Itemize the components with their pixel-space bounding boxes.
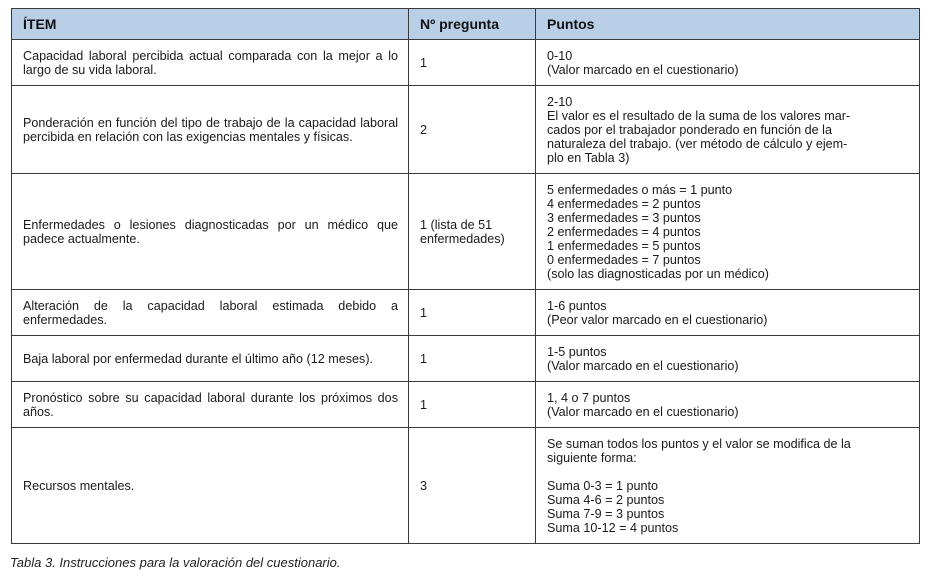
pregunta-cell: 1 bbox=[409, 336, 536, 382]
header-row bbox=[12, 9, 920, 40]
puntos-line: 1-6 puntos bbox=[547, 298, 607, 313]
puntos-line: plo en Tabla 3) bbox=[547, 150, 630, 165]
puntos-cell bbox=[536, 290, 920, 336]
puntos-line: Se suman todos los puntos y el valor se modifica de la bbox=[547, 436, 851, 451]
pregunta-cell: 1 bbox=[409, 290, 536, 336]
item-cell: Ponderación en función del tipo de trabajo de la capacidad laboral percibida en relación con las exigencias mentales y físicas. bbox=[12, 86, 409, 174]
puntos-line: (Valor marcado en el cuestionario) bbox=[547, 404, 739, 419]
pregunta-cell: 1 bbox=[409, 382, 536, 428]
puntos-line: siguiente forma: bbox=[547, 450, 637, 465]
puntos-line: 3 enfermedades = 3 puntos bbox=[547, 210, 701, 225]
header-puntos: Puntos bbox=[536, 9, 920, 40]
puntos-cell bbox=[536, 86, 920, 174]
pregunta-cell: 1 (lista de 51 enfermedades) bbox=[409, 174, 536, 290]
puntos-line: 1 enfermedades = 5 puntos bbox=[547, 238, 701, 253]
pregunta-cell: 2 bbox=[409, 86, 536, 174]
table-row bbox=[12, 382, 920, 428]
puntos-line: (Valor marcado en el cuestionario) bbox=[547, 358, 739, 373]
puntos-cell bbox=[536, 40, 920, 86]
puntos-line: Suma 0-3 = 1 punto bbox=[547, 478, 658, 493]
item-cell: Capacidad laboral percibida actual comparada con la mejor a lo largo de su vida laboral. bbox=[12, 40, 409, 86]
table-row bbox=[12, 174, 920, 290]
puntos-cell bbox=[536, 382, 920, 428]
puntos-line: Suma 7-9 = 3 puntos bbox=[547, 506, 665, 521]
puntos-line: cados por el trabajador ponderado en función de la bbox=[547, 122, 832, 137]
item-cell: Baja laboral por enfermedad durante el último año (12 meses). bbox=[12, 336, 409, 382]
puntos-line: 0 enfermedades = 7 puntos bbox=[547, 252, 701, 267]
puntos-line bbox=[547, 465, 909, 479]
puntos-line: 1, 4 o 7 puntos bbox=[547, 390, 631, 405]
item-cell: Alteración de la capacidad laboral estimada debido a enfermedades. bbox=[12, 290, 409, 336]
table-row bbox=[12, 290, 920, 336]
puntos-line: (solo las diagnosticadas por un médico) bbox=[547, 266, 769, 281]
puntos-line: 0-10 bbox=[547, 48, 573, 63]
puntos-line: 2-10 bbox=[547, 94, 573, 109]
puntos-line: (Valor marcado en el cuestionario) bbox=[547, 62, 739, 77]
table-caption: Tabla 3. Instrucciones para la valoración del cuestionario. bbox=[10, 555, 341, 570]
puntos-line: Suma 10-12 = 4 puntos bbox=[547, 520, 679, 535]
puntos-cell bbox=[536, 428, 920, 544]
puntos-cell bbox=[536, 174, 920, 290]
valuation-table bbox=[11, 8, 920, 544]
item-cell: Pronóstico sobre su capacidad laboral durante los próximos dos años. bbox=[12, 382, 409, 428]
pregunta-cell: 3 bbox=[409, 428, 536, 544]
header-pregunta: Nº pregunta bbox=[409, 9, 536, 40]
puntos-line: El valor es el resultado de la suma de los valores mar- bbox=[547, 108, 851, 123]
puntos-cell bbox=[536, 336, 920, 382]
puntos-line: (Peor valor marcado en el cuestionario) bbox=[547, 312, 768, 327]
header-item: ÍTEM bbox=[12, 9, 409, 40]
table-row bbox=[12, 428, 920, 544]
puntos-line: 5 enfermedades o más = 1 punto bbox=[547, 182, 733, 197]
table-row bbox=[12, 86, 920, 174]
puntos-line: 4 enfermedades = 2 puntos bbox=[547, 196, 701, 211]
table-row bbox=[12, 40, 920, 86]
table-row bbox=[12, 336, 920, 382]
puntos-line: 1-5 puntos bbox=[547, 344, 607, 359]
pregunta-cell: 1 bbox=[409, 40, 536, 86]
item-cell: Recursos mentales. bbox=[12, 428, 409, 544]
item-cell: Enfermedades o lesiones diagnosticadas por un médico que padece actualmente. bbox=[12, 174, 409, 290]
puntos-line: 2 enfermedades = 4 puntos bbox=[547, 224, 701, 239]
puntos-line: Suma 4-6 = 2 puntos bbox=[547, 492, 665, 507]
puntos-line: naturaleza del trabajo. (ver método de cálculo y ejem- bbox=[547, 136, 848, 151]
